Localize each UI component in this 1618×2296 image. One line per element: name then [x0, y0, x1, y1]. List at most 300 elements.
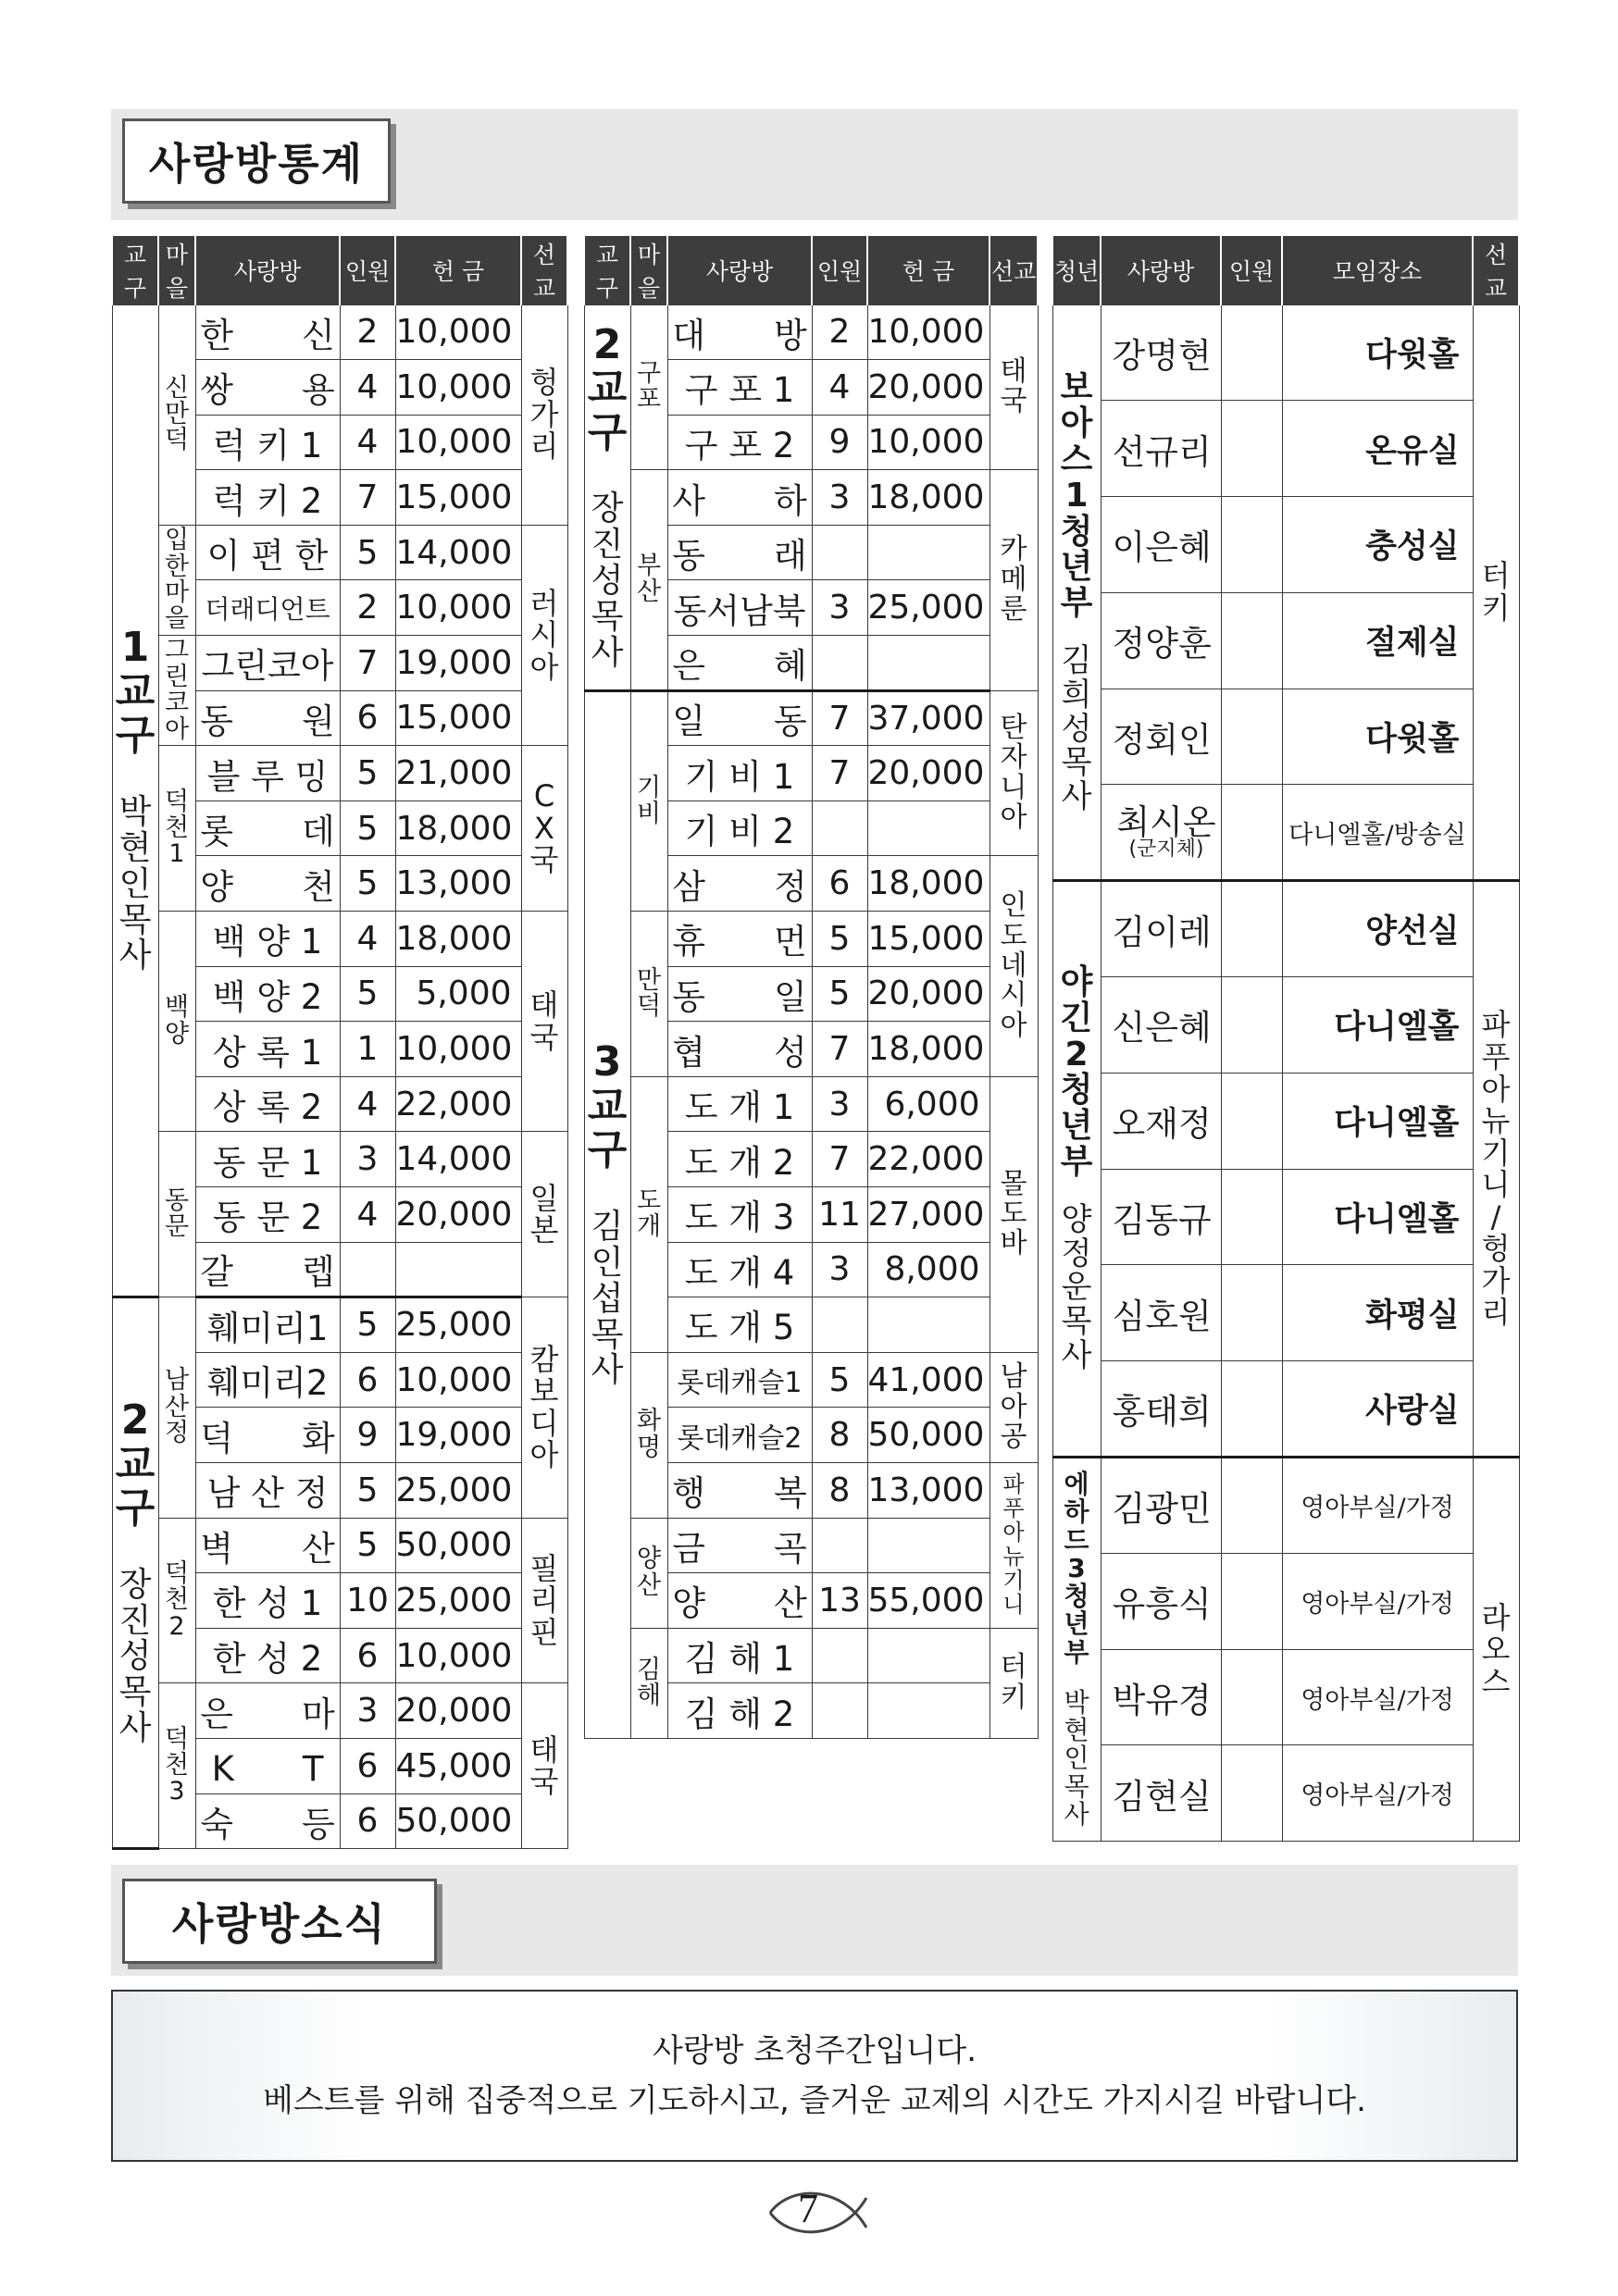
vertical-char: 구	[636, 359, 662, 389]
vertical-char: 몰	[1000, 1167, 1027, 1200]
room-amount: 55,000	[867, 1573, 989, 1629]
room-amount: 18,000	[867, 470, 989, 526]
room-count: 5	[340, 525, 395, 580]
table-row	[1052, 1649, 1519, 1745]
room-count	[812, 1518, 867, 1573]
pastor-char: 목	[1061, 744, 1092, 782]
col-amount: 헌 금	[395, 236, 521, 304]
vertical-char: 디	[529, 1405, 559, 1441]
village-cell	[158, 304, 195, 525]
vertical-char: 니	[1481, 1167, 1511, 1203]
pastor-char: 목	[591, 597, 624, 636]
room-amount: 19,000	[395, 636, 521, 691]
news-box	[111, 1990, 1518, 2162]
meeting-place: 다니엘홀/방송실	[1282, 785, 1473, 881]
room-name: 구 포 2	[667, 415, 812, 470]
room-name: 일 동	[667, 690, 812, 746]
mission-cell	[989, 1076, 1038, 1352]
vertical-char: 가	[1481, 1262, 1511, 1298]
room-name: 도 개 5	[667, 1297, 812, 1353]
mid-stats-table	[583, 236, 1039, 1739]
youth-group-char: 년	[1060, 548, 1093, 587]
room-name: 금 곡	[667, 1518, 812, 1573]
news-line-2: 베스트를 위해 집중적으로 기도하시고, 즐거운 교제의 시간도 가지시길 바랍니다.	[263, 2082, 1366, 2119]
meeting-place: 다니엘홀	[1282, 1169, 1473, 1265]
room-count: 1	[340, 1022, 395, 1077]
room-amount: 10,000	[395, 360, 521, 416]
youth-group-cell	[1052, 1458, 1101, 1842]
village-cell	[630, 1352, 667, 1518]
room-leader-cell	[1101, 1265, 1221, 1361]
room-count: 11	[812, 1187, 867, 1243]
meeting-place: 사랑실	[1282, 1361, 1473, 1458]
youth-group-char: 보	[1060, 368, 1093, 407]
room-count: 7	[340, 470, 395, 526]
room-amount: 10,000	[395, 415, 521, 470]
page-number-text: 7	[798, 2186, 818, 2231]
table-row	[1052, 1361, 1519, 1458]
vertical-char: 헝	[529, 365, 559, 401]
village-cell	[630, 1518, 667, 1628]
vertical-char: 아	[529, 1437, 559, 1473]
youth-group-char: 하	[1064, 1496, 1089, 1528]
vertical-char: 덕	[636, 991, 662, 1021]
room-amount: 14,000	[395, 1132, 521, 1187]
room-amount	[867, 800, 989, 856]
room-leader-cell	[1101, 1458, 1221, 1554]
section-title-news: 사랑방소식	[122, 1879, 437, 1964]
room-count: 4	[340, 360, 395, 416]
meeting-place: 양선실	[1282, 881, 1473, 977]
room-amount: 10,000	[867, 415, 989, 470]
district-char: 구	[587, 408, 628, 456]
vertical-char: 아	[1000, 1009, 1027, 1042]
meeting-place: 영아부실/가정	[1282, 1553, 1473, 1649]
vertical-char: 뉴	[1481, 1103, 1511, 1139]
room-amount	[867, 525, 989, 580]
room-count: 6	[340, 690, 395, 746]
room-count: 5	[340, 966, 395, 1022]
room-leader-cell	[1101, 1169, 1221, 1265]
vertical-char: 산	[636, 1570, 662, 1600]
room-count: 9	[812, 415, 867, 470]
room-name: 기 비 2	[667, 800, 812, 856]
pastor-char: 양	[1061, 1201, 1092, 1238]
vertical-char: 도	[1000, 1198, 1027, 1231]
room-leader: 홍태희	[1112, 1392, 1212, 1433]
table-row	[1052, 1169, 1519, 1265]
village-cell	[630, 304, 667, 470]
vertical-char: 아	[529, 649, 559, 685]
village-cell	[158, 1683, 195, 1849]
village-cell	[630, 1076, 667, 1352]
vertical-char: 한	[164, 552, 190, 581]
vertical-char: 인	[1000, 889, 1027, 923]
room-count: 5	[812, 1352, 867, 1408]
table-row	[1052, 1073, 1519, 1169]
meeting-place: 화평실	[1282, 1265, 1473, 1361]
room-leader: 최시온	[1116, 801, 1216, 842]
room-name: 벽 산	[195, 1518, 340, 1573]
vertical-char: 화	[636, 1407, 662, 1436]
district-char: 2	[120, 1396, 150, 1445]
room-count: 5	[340, 856, 395, 912]
room-amount: 45,000	[395, 1738, 521, 1793]
district-char: 구	[115, 712, 156, 760]
vertical-char: 국	[529, 1764, 559, 1800]
room-count: 2	[340, 580, 395, 636]
room-name: 동 문 1	[195, 1132, 340, 1187]
vertical-char: 핀	[529, 1614, 559, 1650]
room-amount: 15,000	[867, 912, 989, 967]
room-amount: 5,000	[395, 966, 521, 1022]
table-row	[112, 1518, 567, 1573]
vertical-char: 도	[1000, 919, 1027, 952]
table-row	[1052, 785, 1519, 881]
table-row	[584, 1352, 1038, 1408]
room-amount: 20,000	[867, 360, 989, 416]
room-name: 도 개 4	[667, 1242, 812, 1297]
meeting-place: 영아부실/가정	[1282, 1745, 1473, 1842]
table-row	[112, 1297, 567, 1353]
vertical-char: 1	[168, 839, 185, 869]
room-count	[1221, 1458, 1282, 1554]
room-leader-cell	[1101, 592, 1221, 689]
pastor-char: 운	[1061, 1269, 1092, 1307]
room-name: 백 양 1	[195, 912, 340, 967]
room-leader-cell	[1101, 1553, 1221, 1649]
table-row	[112, 304, 567, 360]
vertical-char: 파	[1481, 1007, 1511, 1043]
room-amount: 10,000	[395, 1352, 521, 1408]
youth-group-cell	[1052, 881, 1101, 1458]
room-amount: 13,000	[395, 856, 521, 912]
mission-cell	[989, 1628, 1038, 1738]
room-amount: 25,000	[395, 1462, 521, 1518]
room-name: 대 방	[667, 304, 812, 360]
vertical-char: 백	[164, 993, 190, 1023]
room-name: 이 편 한	[195, 525, 340, 580]
vertical-char: 남	[164, 1366, 190, 1396]
vertical-char: 자	[1000, 741, 1027, 775]
section-title-stats: 사랑방통계	[122, 118, 391, 204]
col-village: 마을	[158, 236, 195, 304]
vertical-char: 도	[636, 1185, 662, 1215]
room-count	[1221, 1169, 1282, 1265]
col-mission: 선교	[1473, 236, 1519, 304]
room-count: 8	[812, 1462, 867, 1518]
room-name: 도 개 3	[667, 1187, 812, 1243]
pastor-char: 성	[591, 561, 624, 600]
table-row	[1052, 401, 1519, 497]
mission-cell	[521, 912, 567, 1132]
room-amount: 22,000	[395, 1076, 521, 1132]
room-count	[340, 1242, 395, 1297]
room-name: 롯데캐슬1	[667, 1352, 812, 1408]
room-leader: 김이레	[1112, 912, 1212, 953]
room-leader: 이은혜	[1112, 527, 1212, 568]
room-count: 3	[340, 1132, 395, 1187]
meeting-place: 온유실	[1282, 401, 1473, 497]
pastor-char: 사	[591, 1351, 624, 1390]
vertical-char: 코	[164, 689, 190, 718]
room-leader: 김광민	[1112, 1488, 1212, 1529]
room-amount: 18,000	[867, 856, 989, 912]
table-row	[1052, 689, 1519, 785]
vertical-char: 개	[636, 1212, 662, 1242]
room-count: 2	[812, 304, 867, 360]
pastor-char: 인	[591, 1243, 624, 1282]
vertical-char: 룬	[1000, 593, 1027, 627]
vertical-char: 태	[1000, 355, 1027, 388]
room-count: 2	[340, 304, 395, 360]
vertical-char: 기	[636, 773, 662, 802]
room-count	[812, 800, 867, 856]
room-count: 6	[812, 856, 867, 912]
room-name: 양 산	[667, 1573, 812, 1629]
village-cell	[158, 525, 195, 635]
room-name: 김 해 2	[667, 1683, 812, 1739]
pastor-char: 목	[1061, 1303, 1092, 1341]
room-count: 6	[340, 1738, 395, 1793]
youth-group-char: 에	[1064, 1469, 1089, 1500]
room-name: 한 성 1	[195, 1573, 340, 1629]
pastor-char: 목	[591, 1315, 624, 1354]
pastor-char: 진	[118, 1601, 152, 1640]
vertical-char: 신	[164, 373, 190, 403]
vertical-char: 러	[529, 585, 559, 621]
vertical-char: 리	[529, 1582, 559, 1619]
vertical-char: 2	[168, 1611, 185, 1641]
vertical-char: 만	[164, 400, 190, 429]
pastor-char: 사	[1061, 778, 1092, 816]
vertical-char: 터	[1000, 1651, 1027, 1684]
room-count	[1221, 1073, 1282, 1169]
table-row	[584, 304, 1038, 360]
col-count: 인원	[1221, 236, 1282, 304]
vertical-char: 덕	[164, 426, 190, 455]
youth-group-char: 청	[1064, 1581, 1089, 1612]
vertical-char: 명	[636, 1433, 662, 1462]
room-count	[1221, 1361, 1282, 1458]
vertical-char: 마	[164, 577, 190, 607]
room-count: 7	[812, 690, 867, 746]
meeting-place: 다니엘홀	[1282, 1073, 1473, 1169]
vertical-char: 국	[529, 842, 559, 878]
room-amount: 50,000	[867, 1408, 989, 1463]
room-count	[1221, 689, 1282, 785]
room-name: 휴 먼	[667, 912, 812, 967]
youth-group-char: 드	[1064, 1524, 1089, 1556]
mission-cell	[989, 690, 1038, 856]
meeting-place: 영아부실/가정	[1282, 1649, 1473, 1745]
vertical-char: 오	[1481, 1632, 1511, 1668]
vertical-char: 천	[164, 1585, 190, 1615]
vertical-char: 아	[1002, 1519, 1025, 1545]
left-stats-table	[111, 236, 568, 1850]
room-amount: 21,000	[395, 746, 521, 801]
pastor-char: 현	[118, 828, 152, 867]
room-amount: 6,000	[867, 1076, 989, 1132]
room-count: 4	[812, 360, 867, 416]
vertical-char: 을	[164, 604, 190, 634]
table-row	[1052, 592, 1519, 689]
vertical-char: 그	[164, 636, 190, 665]
mission-cell	[521, 746, 567, 912]
mission-cell	[989, 304, 1038, 470]
room-name: 남 산 정	[195, 1462, 340, 1518]
vertical-char: 일	[529, 1180, 559, 1216]
meeting-place: 다윗홀	[1282, 304, 1473, 401]
mission-cell	[989, 470, 1038, 690]
room-count: 7	[812, 1132, 867, 1187]
room-leader-cell	[1101, 497, 1221, 593]
district-char: 교	[115, 667, 156, 715]
vertical-char: 본	[529, 1212, 559, 1248]
table-row	[112, 636, 567, 691]
vertical-char: 바	[1000, 1227, 1027, 1260]
vertical-char: 탄	[1000, 711, 1027, 744]
room-leader: 김현실	[1112, 1776, 1212, 1817]
room-count: 6	[340, 1628, 395, 1683]
district-cell	[112, 1297, 158, 1849]
room-count: 9	[340, 1408, 395, 1463]
pastor-char: 목	[118, 900, 152, 939]
room-name: 동 문 2	[195, 1187, 340, 1243]
room-count	[1221, 497, 1282, 593]
room-amount: 19,000	[395, 1408, 521, 1463]
table-row	[584, 1518, 1038, 1573]
vertical-char: 보	[529, 1373, 559, 1409]
table-row	[584, 690, 1038, 746]
room-count: 3	[812, 470, 867, 526]
vertical-char: 해	[636, 1681, 662, 1710]
room-leader: 정양훈	[1112, 624, 1212, 664]
vertical-char: 메	[1000, 563, 1027, 596]
room-name: 백 양 2	[195, 966, 340, 1022]
mission-cell	[1473, 1458, 1519, 1842]
room-amount	[867, 1683, 989, 1739]
room-amount	[867, 1628, 989, 1683]
room-amount: 10,000	[867, 304, 989, 360]
room-name: 동서남북	[667, 580, 812, 636]
room-count	[1221, 881, 1282, 977]
room-count	[812, 636, 867, 691]
district-char: 1	[120, 624, 150, 672]
youth-group-char: 스	[1060, 440, 1093, 478]
district-cell	[584, 304, 630, 690]
pastor-char: 성	[118, 1637, 152, 1676]
vertical-char: 시	[1000, 979, 1027, 1012]
room-name: 은 마	[195, 1683, 340, 1739]
room-count	[1221, 1553, 1282, 1649]
vertical-char: 김	[636, 1655, 662, 1684]
room-name: 상 록 1	[195, 1022, 340, 1077]
village-cell	[158, 1518, 195, 1683]
youth-group-char: 야	[1060, 962, 1093, 1001]
meeting-place: 다니엘홀	[1282, 977, 1473, 1074]
vertical-char: 키	[1000, 1681, 1027, 1714]
district-char: 3	[592, 1038, 622, 1086]
room-name: 훼미리1	[195, 1297, 340, 1353]
col-room: 사랑방	[1101, 236, 1221, 304]
col-mission: 선교	[989, 236, 1038, 304]
village-cell	[158, 912, 195, 1132]
pastor-char: 목	[1064, 1770, 1089, 1802]
vertical-char: 린	[164, 662, 190, 691]
youth-group-char: 부	[1064, 1636, 1089, 1668]
meeting-place: 절제실	[1282, 592, 1473, 689]
room-name: 갈 렙	[195, 1242, 340, 1297]
col-district: 교구	[112, 236, 158, 304]
pastor-char: 정	[1061, 1235, 1092, 1272]
room-leader-cell	[1101, 1073, 1221, 1169]
village-cell	[630, 1628, 667, 1738]
room-count: 3	[812, 1076, 867, 1132]
pastor-char: 사	[118, 1709, 152, 1748]
vertical-char: 덕	[164, 787, 190, 816]
room-leader-note: (군지체)	[1128, 837, 1204, 861]
district-char: 교	[115, 1440, 156, 1488]
room-count: 6	[340, 1352, 395, 1408]
vertical-char: 뉴	[1002, 1543, 1025, 1570]
room-amount	[867, 1518, 989, 1573]
room-count	[812, 1628, 867, 1683]
col-room: 사랑방	[195, 236, 340, 304]
meeting-place: 충성실	[1282, 497, 1473, 593]
room-name: 쌍 용	[195, 360, 340, 416]
room-count	[812, 525, 867, 580]
meeting-place: 영아부실/가정	[1282, 1458, 1473, 1554]
room-name: 동 일	[667, 966, 812, 1022]
room-count: 13	[812, 1573, 867, 1629]
vertical-char: 양	[636, 1545, 662, 1574]
room-amount: 18,000	[395, 912, 521, 967]
col-youth: 청년	[1052, 236, 1101, 304]
room-count: 4	[340, 1187, 395, 1243]
district-char: 구	[115, 1484, 156, 1533]
room-count	[1221, 1265, 1282, 1361]
table-row	[112, 1132, 567, 1187]
vertical-char: X	[534, 810, 554, 846]
room-count: 5	[812, 966, 867, 1022]
room-name: 럭 키 2	[195, 470, 340, 526]
room-name: 롯데캐슬2	[667, 1408, 812, 1463]
room-count	[1221, 304, 1282, 401]
room-leader: 심호원	[1112, 1296, 1212, 1336]
room-amount: 15,000	[395, 470, 521, 526]
pastor-char: 장	[118, 1565, 152, 1604]
room-name: 김 해 1	[667, 1628, 812, 1683]
vertical-char: 파	[1002, 1471, 1025, 1498]
room-count	[812, 1297, 867, 1353]
pastor-char: 인	[118, 864, 152, 903]
youth-group-char: 긴	[1060, 999, 1093, 1037]
pastor-char: 섭	[591, 1279, 624, 1318]
room-name: 협 성	[667, 1022, 812, 1077]
vertical-char: 카	[1000, 533, 1027, 566]
room-name: 기 비 1	[667, 746, 812, 801]
table-row	[1052, 304, 1519, 401]
table-row	[112, 1683, 567, 1739]
room-amount: 27,000	[867, 1187, 989, 1243]
room-name: 상 록 2	[195, 1076, 340, 1132]
vertical-char: 천	[164, 813, 190, 842]
table-row	[112, 525, 567, 580]
room-count: 5	[340, 1297, 395, 1353]
pastor-char: 박	[1064, 1686, 1089, 1718]
room-count: 4	[340, 912, 395, 967]
